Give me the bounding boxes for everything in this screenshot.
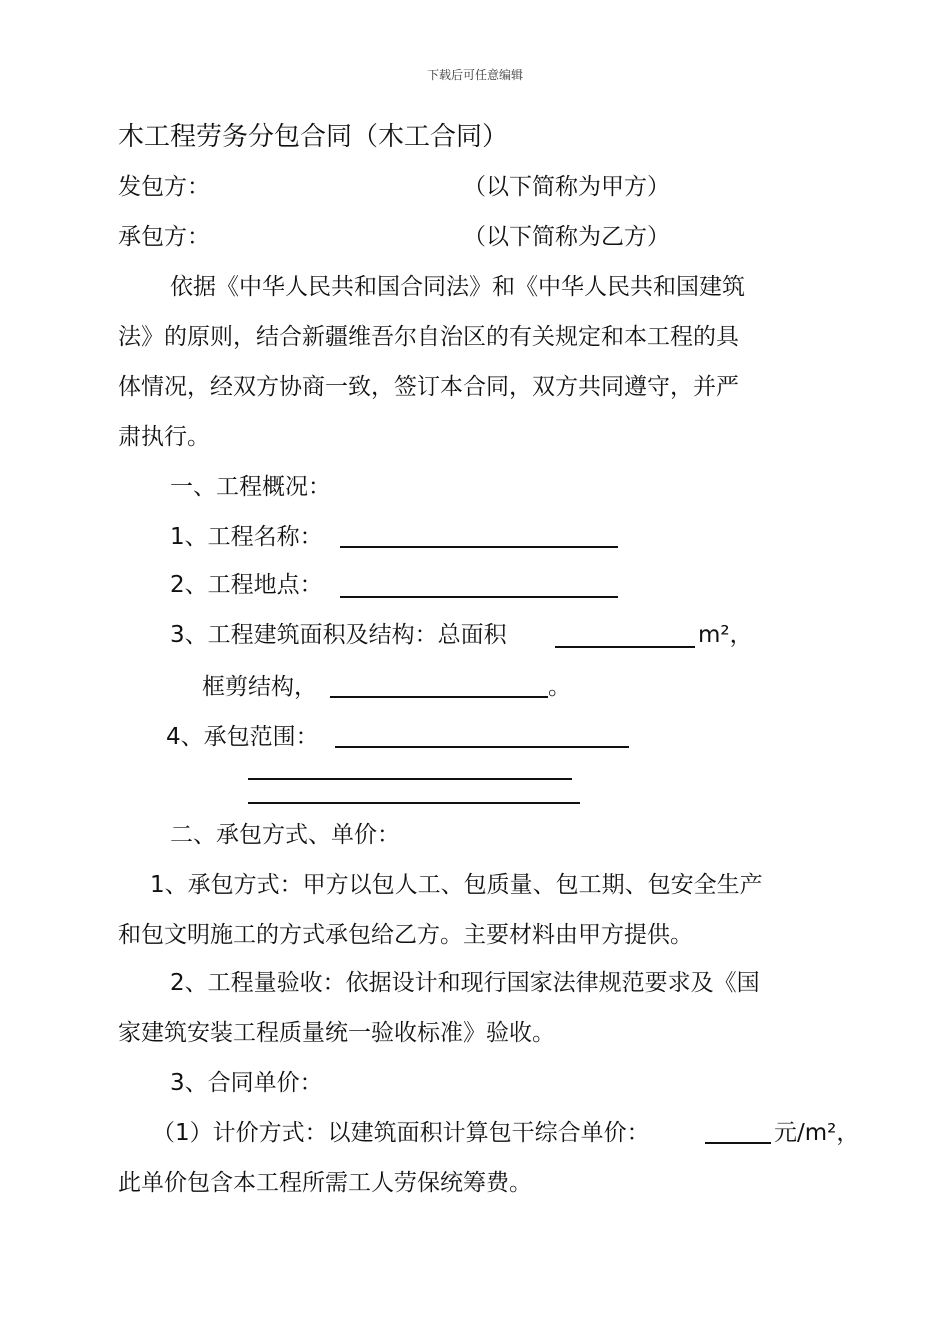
building-area-label: 3、工程建筑面积及结构：总面积 [170, 622, 507, 648]
preamble-line: 肃执行。 [118, 424, 210, 450]
contract-scope-label: 4、承包范围： [166, 724, 319, 750]
project-name-label: 1、工程名称： [170, 524, 323, 550]
project-name-blank [340, 546, 618, 548]
contract-scope-blank [248, 778, 572, 780]
pricing-method-label: （1）计价方式：以建筑面积计算包干综合单价： [152, 1120, 650, 1146]
section-1-heading: 一、工程概况： [170, 474, 331, 500]
unit-price-heading: 3、合同单价： [170, 1070, 323, 1096]
contractor-note: （以下简称为乙方） [463, 224, 670, 250]
acceptance-line: 2、工程量验收：依据设计和现行国家法律规范要求及《国 [170, 970, 760, 996]
contract-scope-blank [248, 802, 580, 804]
project-location-label: 2、工程地点： [170, 572, 323, 598]
issuer-label: 发包方： [118, 174, 210, 200]
structure-end: 。 [548, 674, 571, 700]
page-header-note: 下载后可任意编辑 [426, 68, 523, 82]
area-unit: m²， [698, 622, 753, 648]
unit-price-blank [705, 1142, 771, 1144]
acceptance-line: 家建筑安装工程质量统一验收标准》验收。 [118, 1020, 555, 1046]
contract-method-line: 和包文明施工的方式承包给乙方。主要材料由甲方提供。 [118, 922, 693, 948]
contractor-label: 承包方： [118, 224, 210, 250]
unit-price-note: 此单价包含本工程所需工人劳保统筹费。 [118, 1170, 532, 1196]
preamble-line: 依据《中华人民共和国合同法》和《中华人民共和国建筑 [170, 274, 745, 300]
project-location-blank [340, 596, 618, 598]
document-title: 木工程劳务分包合同（木工合同） [118, 122, 509, 152]
contract-scope-blank [335, 746, 629, 748]
preamble-line: 体情况，经双方协商一致，签订本合同，双方共同遵守，并严 [118, 374, 739, 400]
total-area-blank [555, 646, 695, 648]
contract-method-line: 1、承包方式：甲方以包人工、包质量、包工期、包安全生产 [150, 872, 763, 898]
unit-price-unit: 元/m²， [774, 1120, 860, 1146]
section-2-heading: 二、承包方式、单价： [170, 822, 400, 848]
preamble-line: 法》的原则，结合新疆维吾尔自治区的有关规定和本工程的具 [118, 324, 739, 350]
structure-blank [330, 696, 548, 698]
structure-label: 框剪结构， [202, 674, 317, 700]
issuer-note: （以下简称为甲方） [463, 174, 670, 200]
